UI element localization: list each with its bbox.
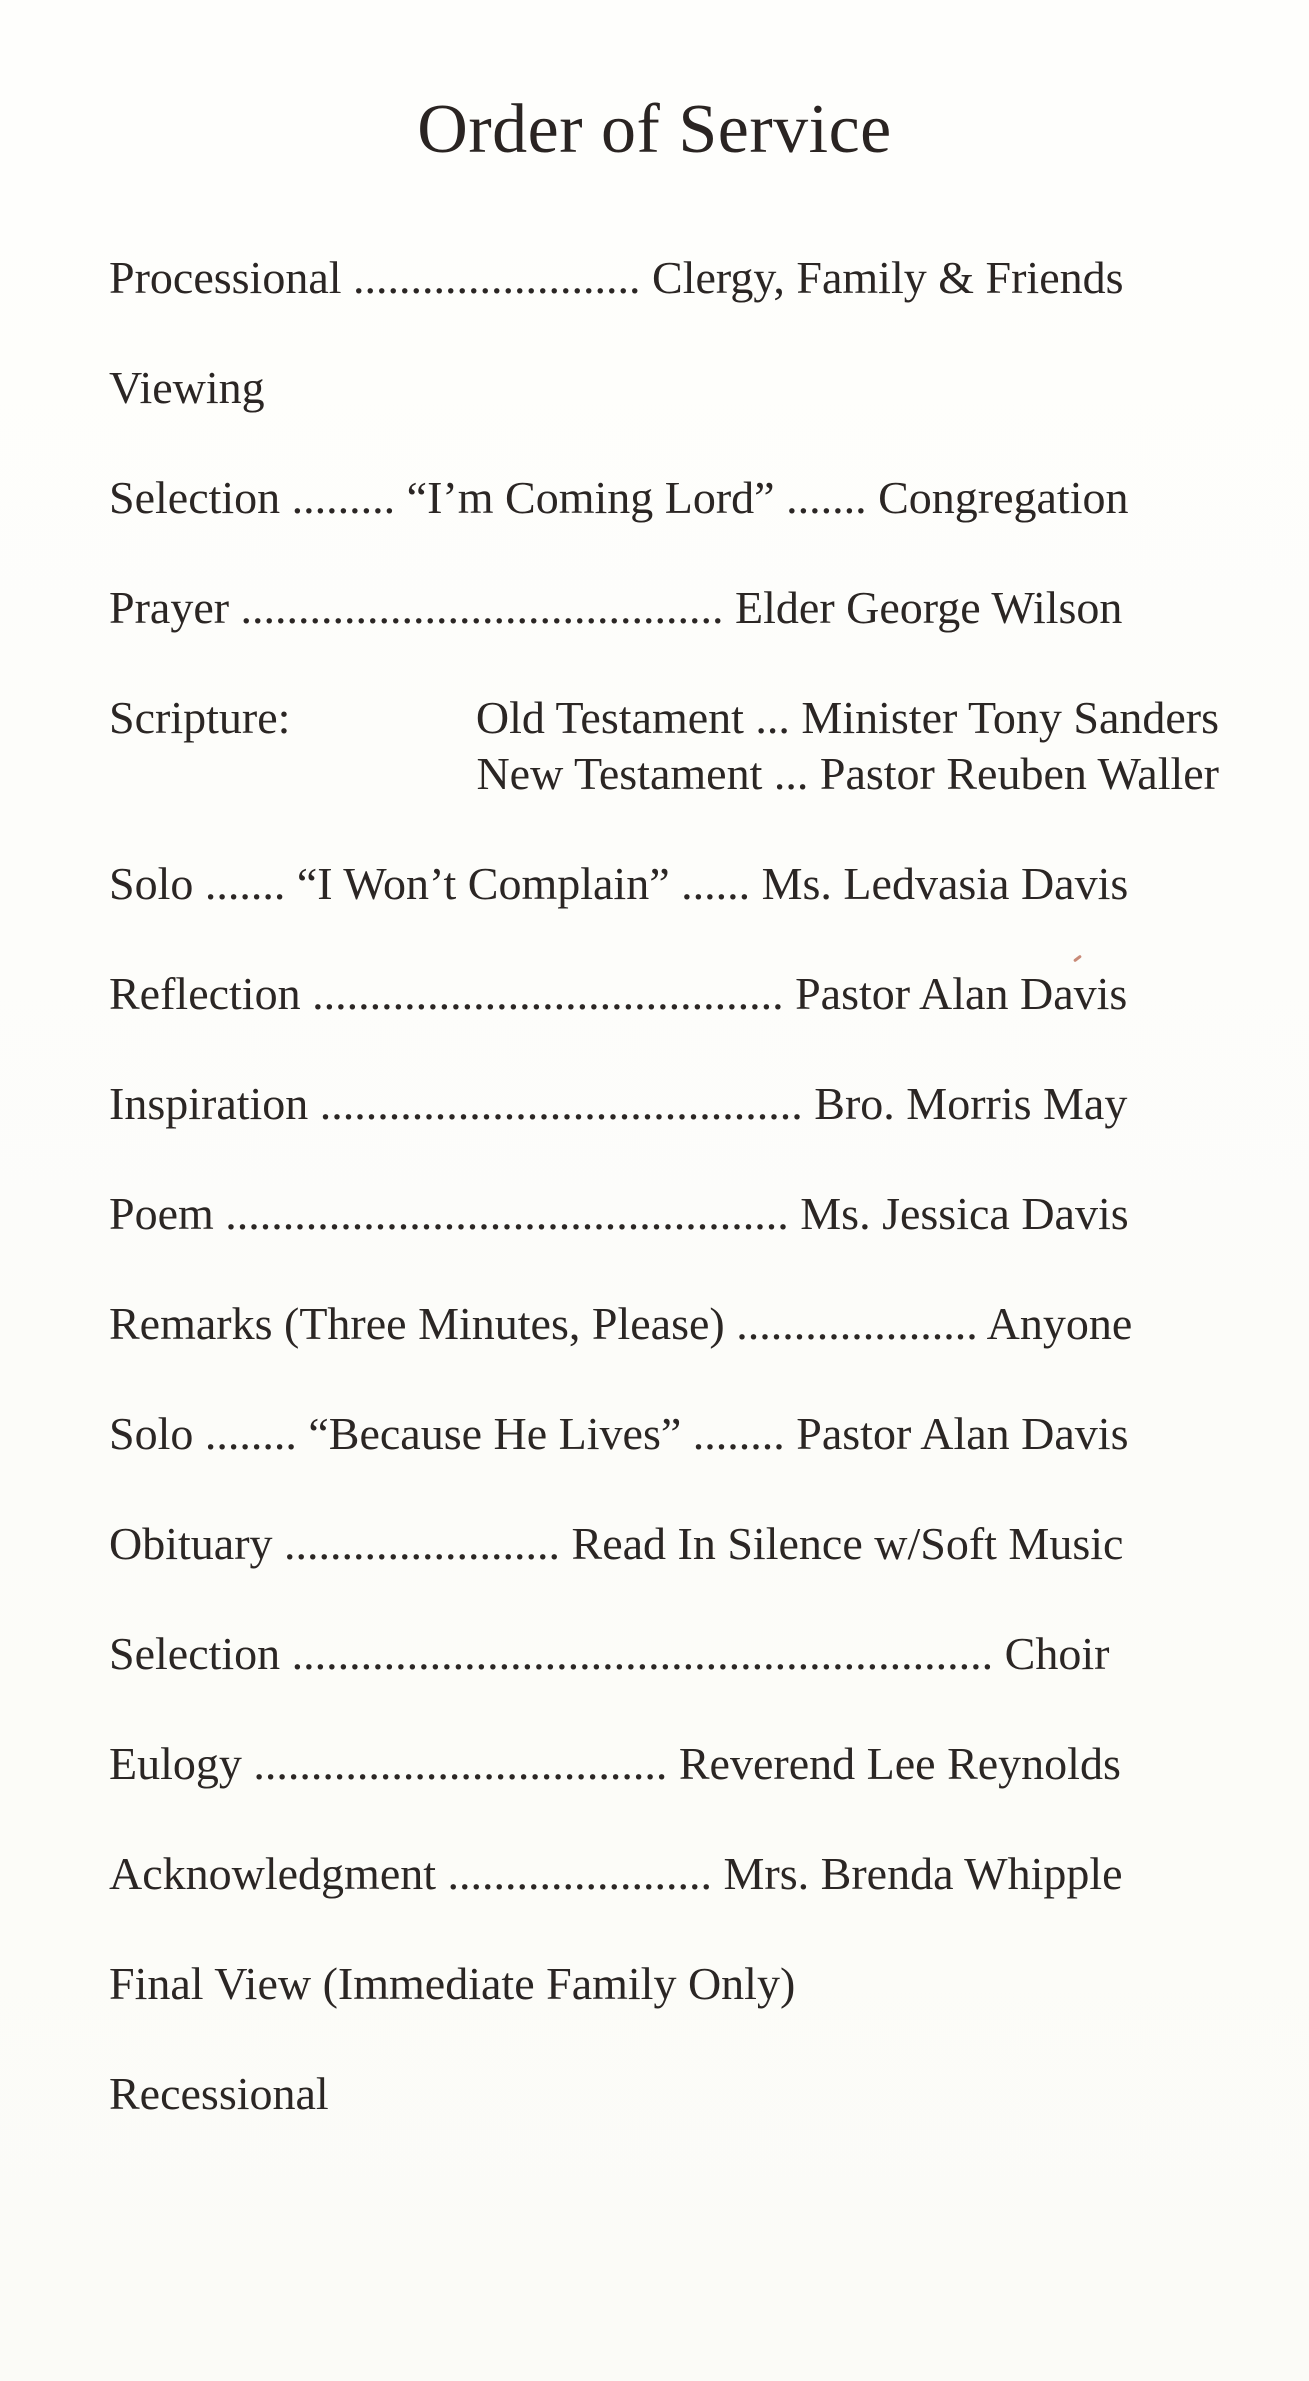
program-item-reflection <box>109 966 1219 1022</box>
program-item-scripture <box>109 690 1219 802</box>
program-line: Poem ................................................. Ms. Jessica Davis <box>109 1188 1129 1239</box>
program-item-remarks <box>109 1296 1219 1352</box>
ink-mark <box>1073 955 1082 963</box>
program-item-viewing <box>109 360 1219 416</box>
program-item-solo-2 <box>109 1406 1219 1462</box>
program-line: Eulogy .................................... Reverend Lee Reynolds <box>109 1738 1121 1789</box>
program-item-solo-1 <box>109 856 1219 912</box>
program-item-acknowledgment <box>109 1846 1219 1902</box>
program-line: Obituary ........................ Read In Silence w/Soft Music <box>109 1518 1124 1569</box>
program-item-eulogy <box>109 1736 1219 1792</box>
program-item-obituary <box>109 1516 1219 1572</box>
program-line: Final View (Immediate Family Only) <box>109 1958 796 2009</box>
program-line: Solo ........ “Because He Lives” ........ Pastor Alan Davis <box>109 1408 1129 1459</box>
program-item-prayer <box>109 580 1219 636</box>
scripture-new-testament: New Testament ... Pastor Reuben Waller <box>476 748 1219 799</box>
program-line: Inspiration .......................................... Bro. Morris May <box>109 1078 1128 1129</box>
program-line: Prayer .......................................... Elder George Wilson <box>109 582 1123 633</box>
program-line: Reflection ......................................... Pastor Alan Davis <box>109 968 1128 1019</box>
program-line: Processional ......................... Clergy, Family & Friends <box>109 252 1124 303</box>
program-item-selection-1 <box>109 470 1219 526</box>
page-title: Order of Service <box>417 91 892 168</box>
program-line: Recessional <box>109 2068 329 2119</box>
program-line: Selection ......... “I’m Coming Lord” ....... Congregation <box>109 472 1129 523</box>
program-item-recessional <box>109 2066 1219 2122</box>
scripture-label: Scripture: <box>109 692 291 743</box>
program-item-inspiration <box>109 1076 1219 1132</box>
scripture-old-testament: Old Testament ... Minister Tony Sanders <box>475 692 1219 743</box>
program-line: Solo ....... “I Won’t Complain” ...... Ms. Ledvasia Davis <box>109 858 1129 909</box>
program-line: Viewing <box>109 362 265 413</box>
program-item-poem <box>109 1186 1219 1242</box>
scripture-readings <box>409 690 1219 802</box>
program-item-selection-2 <box>109 1626 1219 1682</box>
program-line: Acknowledgment ....................... Mrs. Brenda Whipple <box>109 1848 1123 1899</box>
program-item-processional <box>109 250 1219 306</box>
program-item-final-view <box>109 1956 1219 2012</box>
program-line: Remarks (Three Minutes, Please) ..................... Anyone <box>109 1298 1133 1349</box>
program-line: Selection ............................................................. Choir <box>109 1628 1110 1679</box>
